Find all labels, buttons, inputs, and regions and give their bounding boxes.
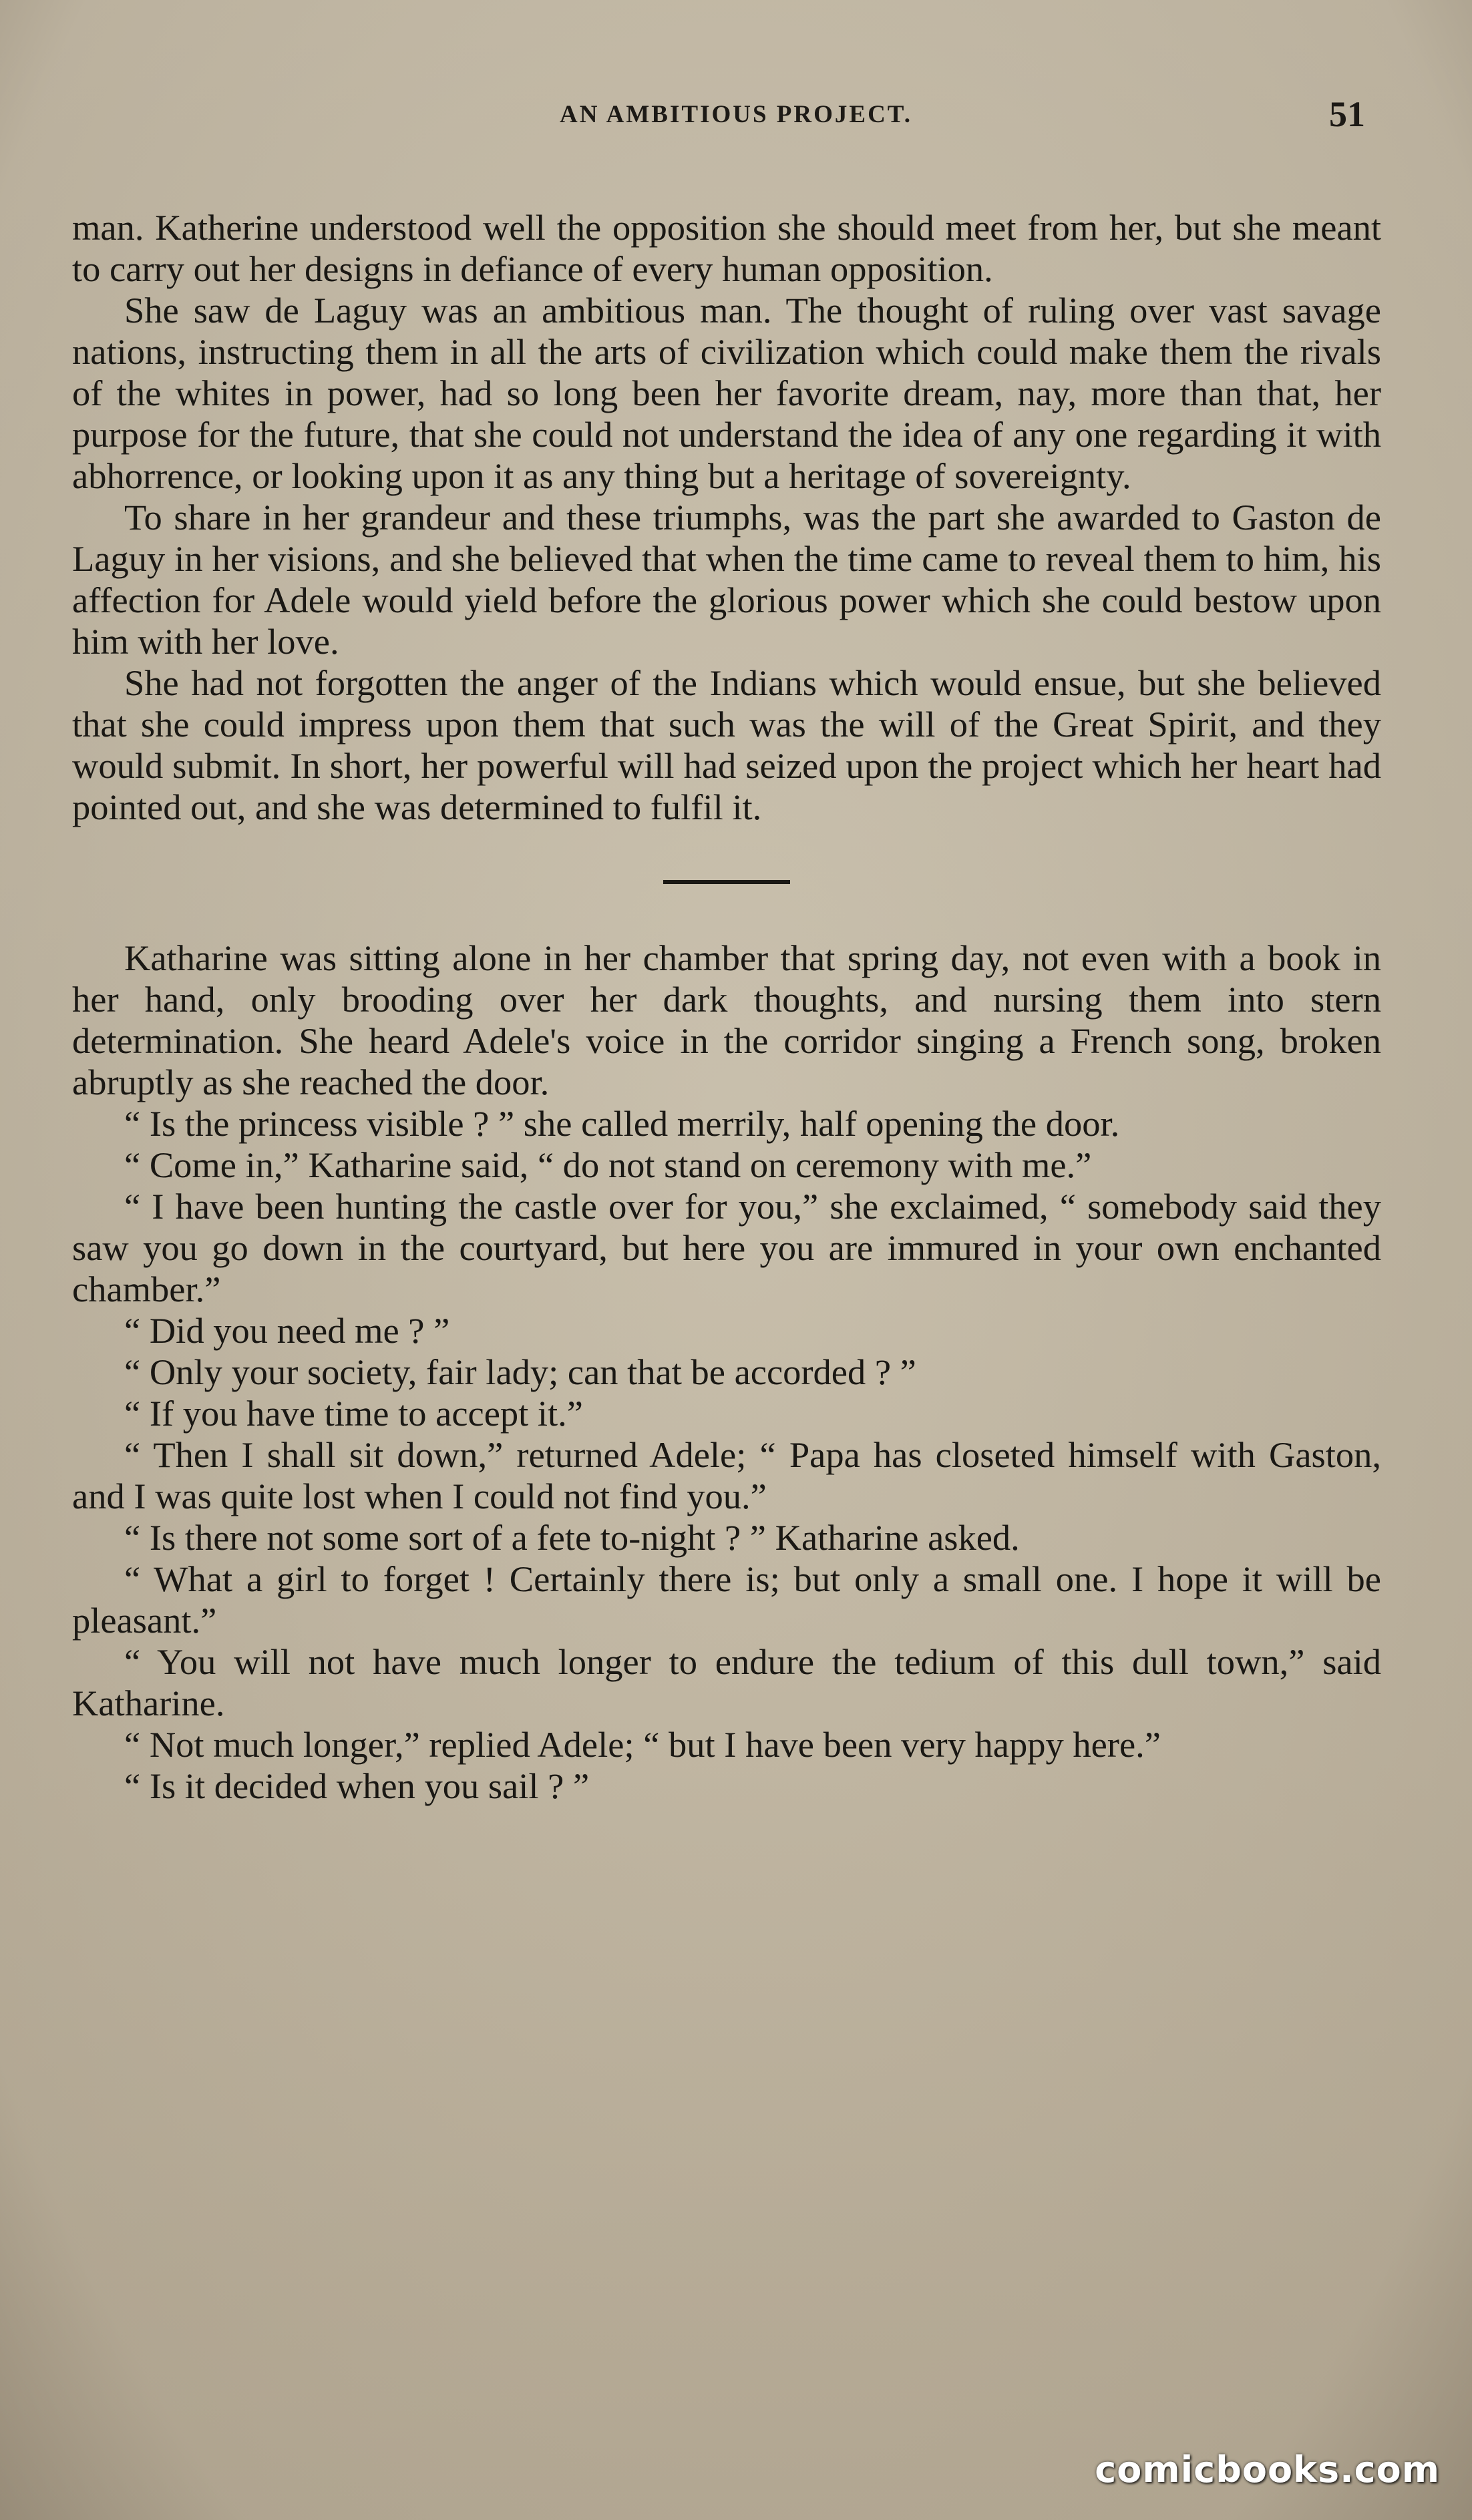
dialogue-line: “ Then I shall sit down,” returned Adele; “ Papa has closeted himself with Gaston, and I was quite lost when I could not find you.” [72, 1434, 1381, 1516]
paragraph: She had not forgotten the anger of the Indians which would ensue, but she believed that she could impress upon them that such was the will of the Great Spirit, and they would submit. In short, her powerful will had seized upon the project which her heart had pointed out, and she was determined to fulfil it. [72, 662, 1381, 827]
dialogue-line: “ Come in,” Katharine said, “ do not stand on ceremony with me.” [124, 1144, 1092, 1185]
dialogue-line: “ Only your society, fair lady; can that be accorded ? ” [124, 1351, 916, 1392]
paragraph: To share in her grandeur and these triumphs, was the part she awarded to Gaston de Laguy in her visions, and she believed that when the time came to reveal them to him, his affection for Adele would yield before the glorious power which she could bestow upon him with her love. [72, 497, 1381, 662]
dialogue-line: “ Did you need me ? ” [124, 1310, 450, 1351]
dialogue-line: “ What a girl to forget ! Certainly there is; but only a small one. I hope it will be pleasant.” [72, 1558, 1381, 1641]
site-watermark: comicbooks.com [1095, 2449, 1440, 2491]
paragraph: man. Katherine understood well the opposition she should meet from her, but she meant to carry out her designs in defiance of every human opposition. [72, 207, 1381, 289]
dialogue-line: “ Is the princess visible ? ” she called merrily, half opening the door. [124, 1103, 1120, 1144]
dialogue-line: “ Is it decided when you sail ? ” [124, 1765, 590, 1806]
dialogue-line: “ Not much longer,” replied Adele; “ but I have been very happy here.” [124, 1724, 1161, 1765]
dialogue-line: “ Is there not some sort of a fete to-night ? ” Katharine asked. [124, 1517, 1020, 1558]
paragraph: Katharine was sitting alone in her chamber that spring day, not even with a book in her hand, only brooding over her dark thoughts, and nursing them into stern determination. She heard Adele's voice in the corridor singing a French song, broken abruptly as she reached the door. [72, 937, 1381, 1102]
paragraph: She saw de Laguy was an ambitious man. The thought of ruling over vast savage nations, instructing them in all the arts of civilization which could make them the rivals of the whites in power, had so long been her favorite dream, nay, more than that, her purpose for the future, that she could not understand the idea of any one regarding it with abhorrence, or looking upon it as any thing but a heritage of sovereignty. [72, 290, 1381, 496]
page-number: 51 [1329, 94, 1365, 134]
body-text [72, 207, 1381, 1807]
running-title: AN AMBITIOUS PROJECT. [560, 101, 912, 128]
dialogue-line: “ You will not have much longer to endure the tedium of this dull town,” said Katharine. [72, 1641, 1381, 1723]
dialogue-line: “ If you have time to accept it.” [124, 1393, 583, 1434]
dialogue-line: “ I have been hunting the castle over for you,” she exclaimed, “ somebody said they saw you go down in the courtyard, but here you are immured in your own enchanted chamber.” [72, 1186, 1381, 1309]
section-divider [663, 880, 790, 884]
